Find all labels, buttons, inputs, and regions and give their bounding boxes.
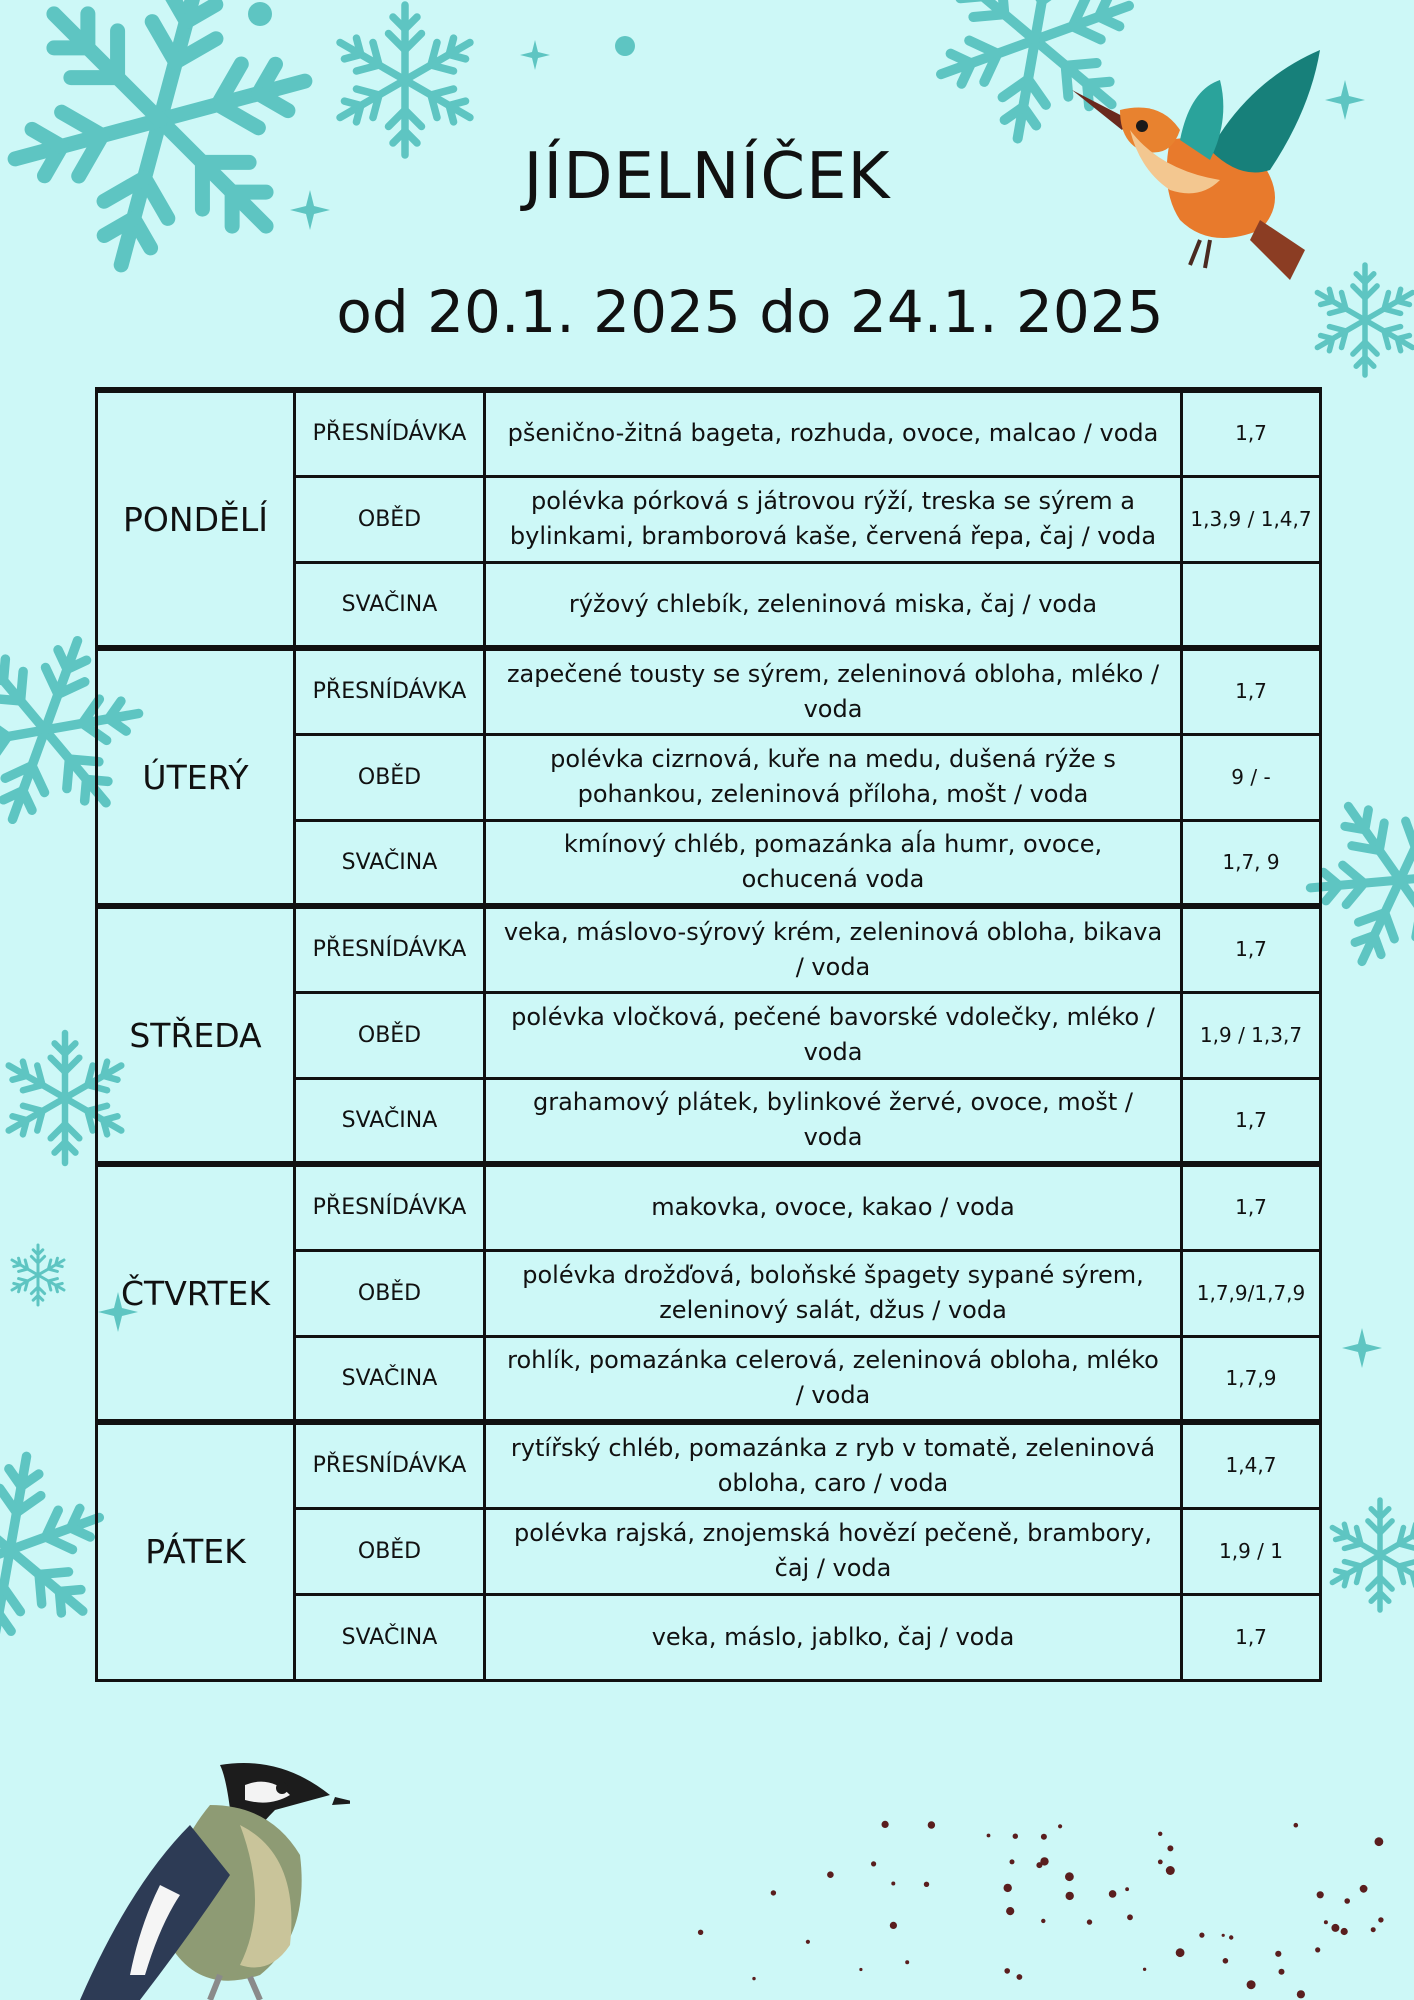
meal-menu: veka, máslovo-sýrový krém, zeleninová obloha, bikava / voda bbox=[485, 906, 1182, 992]
meal-menu: polévka cizrnová, kuře na medu, dušená rýže s pohankou, zeleninová příloha, mošt / voda bbox=[485, 734, 1182, 820]
day-name: ČTVRTEK bbox=[97, 1164, 295, 1422]
snowflake-right-bottom-icon bbox=[1310, 1490, 1414, 1620]
meal-type: PŘESNÍDÁVKA bbox=[295, 906, 485, 992]
meal-type: SVAČINA bbox=[295, 1336, 485, 1422]
meal-type: OBĚD bbox=[295, 734, 485, 820]
sparkle-icon bbox=[1342, 1328, 1382, 1368]
meal-type: OBĚD bbox=[295, 1250, 485, 1336]
allergen-codes: 1,9 / 1 bbox=[1182, 1508, 1321, 1594]
meal-menu: pšenično-žitná bageta, rozhuda, ovoce, malcao / voda bbox=[485, 390, 1182, 476]
table-row bbox=[97, 906, 1321, 992]
allergen-codes: 1,7 bbox=[1182, 390, 1321, 476]
sparkle-icon bbox=[1325, 80, 1365, 120]
day-name: STŘEDA bbox=[97, 906, 295, 1164]
meal-type: PŘESNÍDÁVKA bbox=[295, 1164, 485, 1250]
meal-type: PŘESNÍDÁVKA bbox=[295, 648, 485, 734]
meal-menu: polévka vločková, pečené bavorské vdolečky, mléko / voda bbox=[485, 992, 1182, 1078]
speckle-dots-icon bbox=[620, 1800, 1414, 2000]
page-title: JÍDELNÍČEK bbox=[523, 140, 891, 214]
allergen-codes: 1,7,9/1,7,9 bbox=[1182, 1250, 1321, 1336]
menu-table bbox=[95, 387, 1322, 1682]
meal-type: SVAČINA bbox=[295, 1078, 485, 1164]
day-name: PONDĚLÍ bbox=[97, 390, 295, 648]
allergen-codes: 1,7, 9 bbox=[1182, 820, 1321, 906]
meal-menu: rytířský chléb, pomazánka z ryb v tomatě, zeleninová obloha, caro / voda bbox=[485, 1422, 1182, 1508]
allergen-codes: 1,7 bbox=[1182, 648, 1321, 734]
meal-menu: zapečené tousty se sýrem, zeleninová obloha, mléko / voda bbox=[485, 648, 1182, 734]
day-name: ÚTERÝ bbox=[97, 648, 295, 906]
allergen-codes: 9 / - bbox=[1182, 734, 1321, 820]
allergen-codes bbox=[1182, 562, 1321, 648]
meal-type: SVAČINA bbox=[295, 1594, 485, 1680]
meal-menu: kmínový chléb, pomazánka aĺa humr, ovoce, ochucená voda bbox=[485, 820, 1182, 906]
table-row bbox=[97, 1422, 1321, 1508]
meal-menu: polévka rajská, znojemská hovězí pečeně, brambory, čaj / voda bbox=[485, 1508, 1182, 1594]
allergen-codes: 1,7 bbox=[1182, 906, 1321, 992]
day-name: PÁTEK bbox=[97, 1422, 295, 1680]
meal-type: OBĚD bbox=[295, 476, 485, 562]
allergen-codes: 1,7,9 bbox=[1182, 1336, 1321, 1422]
allergen-codes: 1,3,9 / 1,4,7 bbox=[1182, 476, 1321, 562]
table-row bbox=[97, 648, 1321, 734]
table-row bbox=[97, 390, 1321, 476]
snow-dots-icon bbox=[0, 0, 700, 80]
allergen-codes: 1,9 / 1,3,7 bbox=[1182, 992, 1321, 1078]
meal-type: OBĚD bbox=[295, 992, 485, 1078]
meal-menu: makovka, ovoce, kakao / voda bbox=[485, 1164, 1182, 1250]
meal-type: PŘESNÍDÁVKA bbox=[295, 390, 485, 476]
meal-menu: rohlík, pomazánka celerová, zeleninová obloha, mléko / voda bbox=[485, 1336, 1182, 1422]
great-tit-bird-icon bbox=[70, 1745, 350, 2000]
allergen-codes: 1,4,7 bbox=[1182, 1422, 1321, 1508]
meal-menu: polévka pórková s játrovou rýží, treska se sýrem a bylinkami, bramborová kaše, červená řepa, čaj / voda bbox=[485, 476, 1182, 562]
meal-type: SVAČINA bbox=[295, 820, 485, 906]
table-row bbox=[97, 1164, 1321, 1250]
allergen-codes: 1,7 bbox=[1182, 1078, 1321, 1164]
meal-menu: polévka drožďová, boloňské špagety sypané sýrem, zeleninový salát, džus / voda bbox=[485, 1250, 1182, 1336]
meal-type: PŘESNÍDÁVKA bbox=[295, 1422, 485, 1508]
date-range: od 20.1. 2025 do 24.1. 2025 bbox=[336, 278, 1164, 346]
allergen-codes: 1,7 bbox=[1182, 1164, 1321, 1250]
meal-type: OBĚD bbox=[295, 1508, 485, 1594]
meal-menu: rýžový chlebík, zeleninová miska, čaj / voda bbox=[485, 562, 1182, 648]
meal-menu: grahamový plátek, bylinkové žervé, ovoce, mošt / voda bbox=[485, 1078, 1182, 1164]
meal-type: SVAČINA bbox=[295, 562, 485, 648]
meal-menu: veka, máslo, jablko, čaj / voda bbox=[485, 1594, 1182, 1680]
allergen-codes: 1,7 bbox=[1182, 1594, 1321, 1680]
snowflake-left-tiny-icon bbox=[0, 1230, 80, 1320]
